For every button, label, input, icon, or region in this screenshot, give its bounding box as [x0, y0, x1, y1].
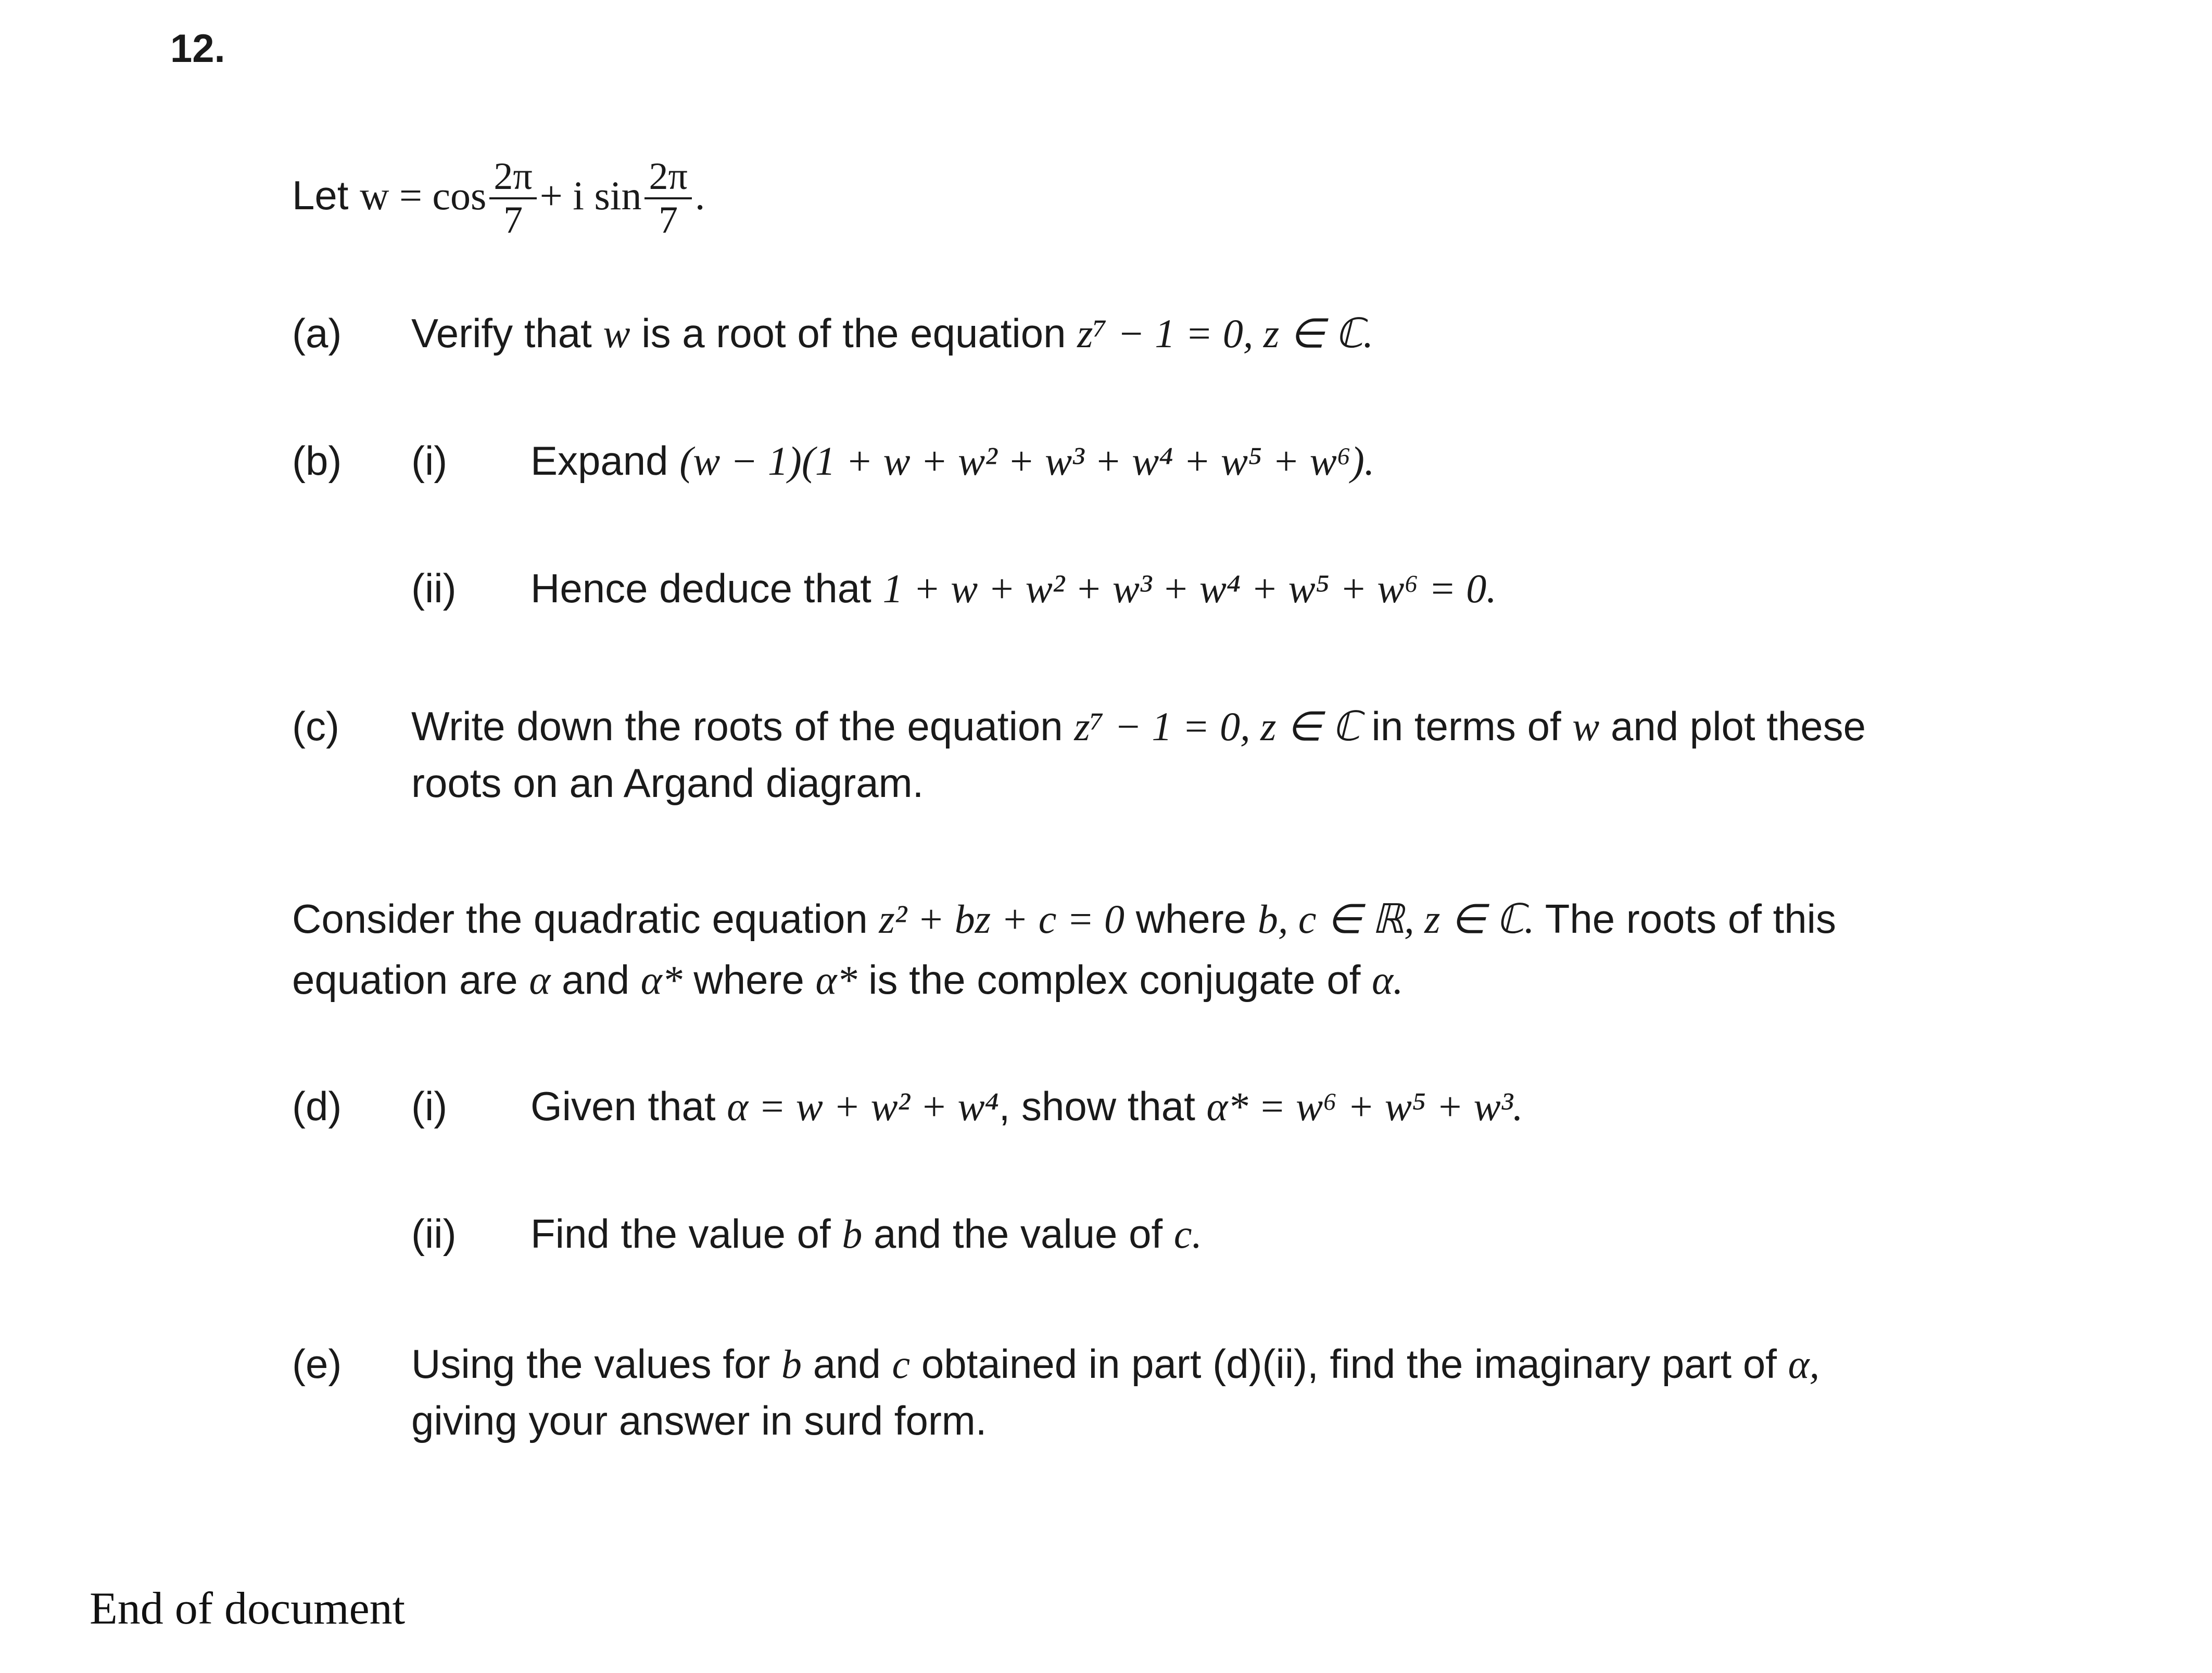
part-e-line2: giving your answer in surd form.: [411, 1398, 987, 1443]
math: z⁷ − 1 = 0, z ∈ ℂ.: [1077, 311, 1374, 356]
text: where: [1135, 896, 1247, 942]
part-a-label: (a): [292, 310, 342, 356]
fraction-numerator: 2π: [644, 156, 691, 199]
math: b: [781, 1341, 802, 1387]
intro-lhs: w = cos: [360, 173, 487, 218]
math: w: [1572, 704, 1600, 749]
text: Given that: [530, 1083, 716, 1129]
end-of-document: End of document: [90, 1583, 406, 1634]
part-c-line2: roots on an Argand diagram.: [411, 760, 924, 806]
text: is a root of the equation: [641, 310, 1066, 356]
math: 1 + w + w² + w³ + w⁴ + w⁵ + w⁶ = 0.: [882, 566, 1497, 611]
text: Using the values for: [411, 1341, 770, 1387]
math: z² + bz + c = 0: [879, 896, 1125, 942]
part-d-label: (d): [292, 1083, 342, 1129]
math: α*: [640, 957, 682, 1003]
text: and: [561, 957, 630, 1003]
part-d-i-label: (i): [411, 1083, 448, 1129]
fraction-denominator: 7: [503, 199, 523, 242]
text: Write down the roots of the equation: [411, 703, 1063, 749]
fraction-denominator: 7: [659, 199, 678, 242]
math: α,: [1788, 1341, 1820, 1387]
text: , show that: [998, 1083, 1195, 1129]
part-b-label: (b): [292, 438, 342, 484]
text: and: [813, 1341, 881, 1387]
part-b-ii-label: (ii): [411, 565, 457, 611]
part-e-text: [411, 1340, 1819, 1388]
math: (w − 1)(1 + w + w² + w³ + w⁴ + w⁵ + w⁶).: [679, 438, 1375, 484]
consider-line1: [292, 895, 1836, 943]
math: α* = w⁶ + w⁵ + w³.: [1206, 1084, 1523, 1129]
text: in terms of: [1371, 703, 1561, 749]
text: and plot these: [1611, 703, 1866, 749]
intro-prefix: Let: [292, 172, 349, 218]
intro-line: [292, 151, 705, 241]
text: obtained in part (d)(ii), find the imaginary part of: [921, 1341, 1777, 1387]
part-c-text: [411, 703, 1866, 750]
math: b, c ∈ ℝ, z ∈ ℂ.: [1257, 896, 1535, 942]
part-d-ii-text: [530, 1210, 1202, 1258]
text: where: [693, 957, 804, 1003]
math: α: [529, 957, 551, 1003]
part-b-i-label: (i): [411, 438, 448, 484]
part-a-text: [411, 310, 1373, 357]
math: c: [892, 1341, 911, 1387]
part-d-ii-label: (ii): [411, 1211, 457, 1257]
text: The roots of this: [1545, 896, 1836, 942]
text: equation are: [292, 957, 518, 1003]
text: Verify that: [411, 310, 592, 356]
intro-end: .: [694, 173, 705, 218]
fraction-numerator: 2π: [489, 156, 536, 199]
part-e-label: (e): [292, 1341, 342, 1387]
math: α = w + w² + w⁴: [727, 1084, 999, 1129]
text: and the value of: [874, 1211, 1163, 1257]
fraction: [644, 156, 691, 241]
intro-mid: + i sin: [539, 173, 642, 218]
question-number: 12.: [170, 27, 225, 71]
math: c.: [1173, 1211, 1202, 1257]
math: w: [603, 311, 630, 356]
math: z⁷ − 1 = 0, z ∈ ℂ: [1074, 704, 1360, 749]
part-b-ii-text: [530, 565, 1497, 612]
text: Consider the quadratic equation: [292, 896, 868, 942]
part-b-i-text: [530, 437, 1374, 485]
text: Hence deduce that: [530, 565, 871, 611]
part-c-label: (c): [292, 703, 339, 749]
math: α*: [815, 957, 857, 1003]
consider-line2: [292, 956, 1404, 1004]
part-d-i-text: [530, 1083, 1523, 1130]
math: α.: [1372, 957, 1404, 1003]
fraction: [489, 156, 536, 241]
text: is the complex conjugate of: [868, 957, 1361, 1003]
math: b: [842, 1211, 863, 1257]
text: Expand: [530, 438, 668, 484]
text: Find the value of: [530, 1211, 831, 1257]
